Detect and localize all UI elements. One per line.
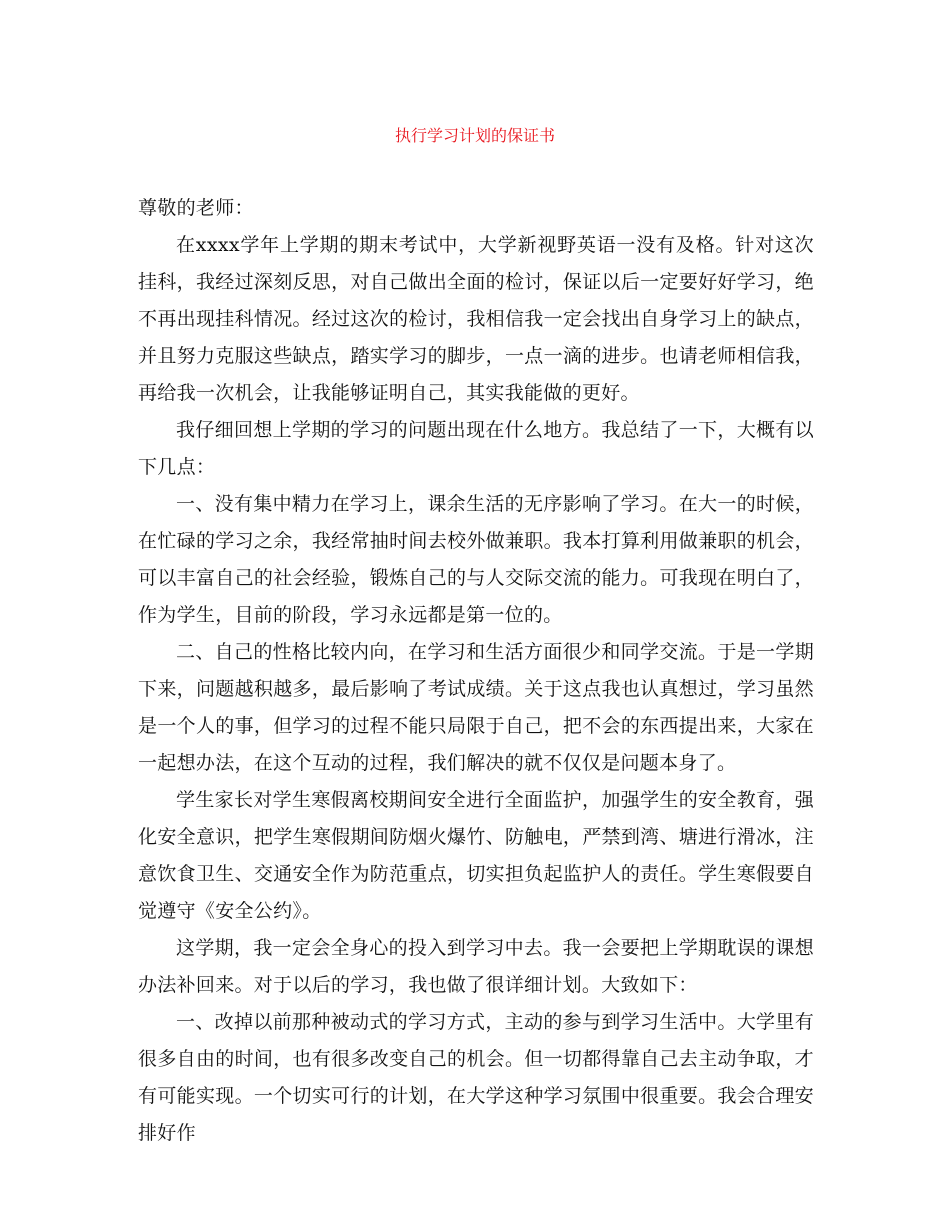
paragraph-7: 一、改掉以前那种被动式的学习方式，主动的参与到学习生活中。大学里有很多自由的时间，也有很多改变自己的机会。但一切都得靠自己去主动争取，才有可能实现。一个切实可行的计划，在大学这种学习氛围中很重要。我会合理安排好作 xyxy=(138,1011,814,1144)
paragraph-3: 一、没有集中精力在学习上，课余生活的无序影响了学习。在大一的时候，在忙碌的学习之余，我经常抽时间去校外做兼职。我本打算利用做兼职的机会，可以丰富自己的社会经验，锻炼自己的与人交际交流的能力。可我现在明白了，作为学生，目前的阶段，学习永远都是第一位的。 xyxy=(138,493,814,626)
paragraph-5: 学生家长对学生寒假离校期间安全进行全面监护，加强学生的安全教育，强化安全意识，把学生寒假期间防烟火爆竹、防触电，严禁到湾、塘进行滑冰，注意饮食卫生、交通安全作为防范重点，切实担负起监护人的责任。学生寒假要自觉遵守《安全公约》。 xyxy=(138,789,814,922)
paragraph-4: 二、自己的性格比较内向，在学习和生活方面很少和同学交流。于是一学期下来，问题越积越多，最后影响了考试成绩。关于这点我也认真想过，学习虽然是一个人的事，但学习的过程不能只局限于自己，把不会的东西提出来，大家在一起想办法，在这个互动的过程，我们解决的就不仅仅是问题本身了。 xyxy=(138,641,814,774)
paragraph-6: 这学期，我一定会全身心的投入到学习中去。我一会要把上学期耽误的课想办法补回来。对于以后的学习，我也做了很详细计划。大致如下： xyxy=(138,937,814,996)
salutation: 尊敬的老师： xyxy=(138,197,254,219)
paragraph-1: 在xxxx学年上学期的期末考试中，大学新视野英语一没有及格。针对这次挂科，我经过深刻反思，对自己做出全面的检讨，保证以后一定要好好学习，绝不再出现挂科情况。经过这次的检讨，我相信我一定会找出自身学习上的缺点，并且努力克服这些缺点，踏实学习的脚步，一点一滴的进步。也请老师相信我，再给我一次机会，让我能够证明自己，其实我能做的更好。 xyxy=(138,234,814,404)
document-body xyxy=(138,190,814,1152)
document-title: 执行学习计划的保证书 xyxy=(394,126,555,145)
paragraph-2: 我仔细回想上学期的学习的问题出现在什么地方。我总结了一下，大概有以下几点： xyxy=(138,419,814,478)
